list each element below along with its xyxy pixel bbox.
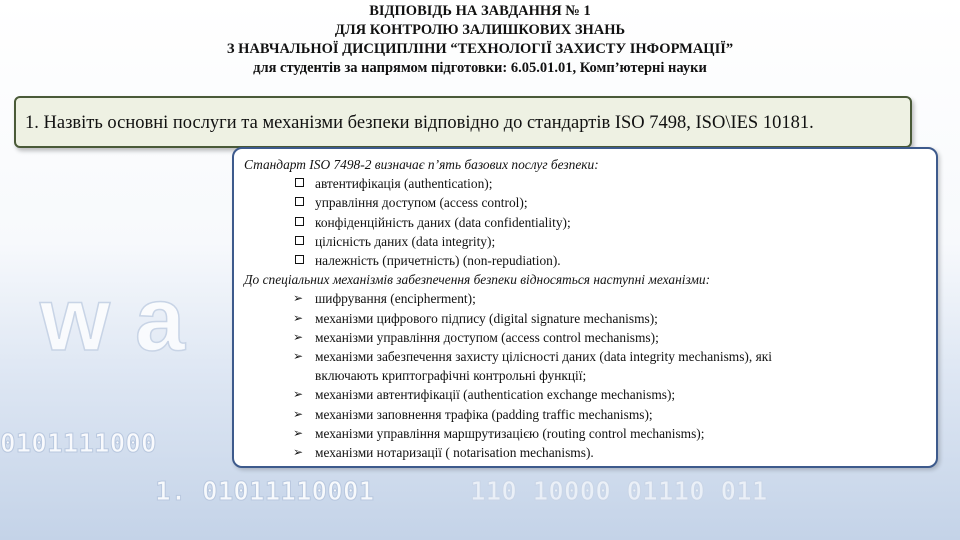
checkbox-bullet-icon [295,197,304,206]
arrow-bullet-icon: ➢ [293,310,304,325]
list-item: належність (причетність) (non-repudiation). [293,251,926,270]
mechanisms-intro: До спеціальних механізмів забезпечення безпеки відносяться наступні механізми: [244,272,711,288]
list-item: управління доступом (access control); [293,193,926,212]
checkbox-bullet-icon [295,217,304,226]
list-item: конфіденційність даних (data confidentiality); [293,213,926,232]
arrow-bullet-icon: ➢ [293,349,304,364]
header-audience: для студентів за напрямом підготовки: 6.05.01.01, Комп’ютерні науки [253,60,707,76]
services-list [244,174,926,270]
arrow-bullet-icon: ➢ [293,329,304,344]
list-item: цілісність даних (data integrity); [293,232,926,251]
list-item: ➢ механізми забезпечення захисту цілісності даних (data integrity mechanisms), які включають криптографічні контрольні функції; [293,347,926,385]
list-item: ➢ шифрування (encipherment); [293,291,476,307]
list-item: ➢ механізми автентифікації (authentication exchange mechanisms); [293,387,676,403]
binary-watermark-row2-tail: 110 10000 01110 011 [470,477,768,507]
binary-watermark-row2: 1. 01011110001 [155,477,375,507]
watermark-word: w a [40,270,186,370]
list-item: ➢ механізми управління доступом (access control mechanisms); [293,329,659,345]
header-subtitle: ДЛЯ КОНТРОЛЮ ЗАЛИШКОВИХ ЗНАНЬ [334,22,626,38]
services-intro: Стандарт ISO 7498-2 визначає п’ять базових послуг безпеки: [244,157,599,172]
checkbox-bullet-icon [295,255,304,264]
header-discipline: З НАВЧАЛЬНОЇ ДИСЦИПЛІНИ “ТЕХНОЛОГІЇ ЗАХИСТУ ІНФОРМАЦІЇ” [226,41,734,57]
list-item: автентифікація (authentication); [293,174,926,193]
list-item: ➢ механізми нотаризації ( notarisation mechanisms). [293,445,594,461]
list-item: ➢ механізми управління маршрутизацією (routing control mechanisms); [293,425,705,441]
list-item: ➢ механізми заповнення трафіка (padding traffic mechanisms); [293,406,653,422]
list-item: ➢ механізми цифрового підпису (digital signature mechanisms); [293,310,658,326]
mechanisms-list [244,289,926,462]
arrow-bullet-icon: ➢ [293,406,304,421]
question-text: 1. Назвіть основні послуги та механізми безпеки відповідно до стандартів ISO 7498, ISO\IES 10181. [25,113,814,133]
checkbox-bullet-icon [295,236,304,245]
question-box [14,96,912,148]
list-item-continuation: включають криптографічні контрольні функції; [315,368,587,384]
checkbox-bullet-icon [295,178,304,187]
arrow-bullet-icon: ➢ [293,291,304,306]
arrow-bullet-icon: ➢ [293,387,304,402]
binary-watermark-row1: 0101111000 [0,429,157,459]
arrow-bullet-icon: ➢ [293,445,304,460]
answer-box [232,147,938,468]
header-title: ВІДПОВІДЬ НА ЗАВДАННЯ № 1 [369,3,591,19]
page-header [0,2,960,78]
arrow-bullet-icon: ➢ [293,425,304,440]
